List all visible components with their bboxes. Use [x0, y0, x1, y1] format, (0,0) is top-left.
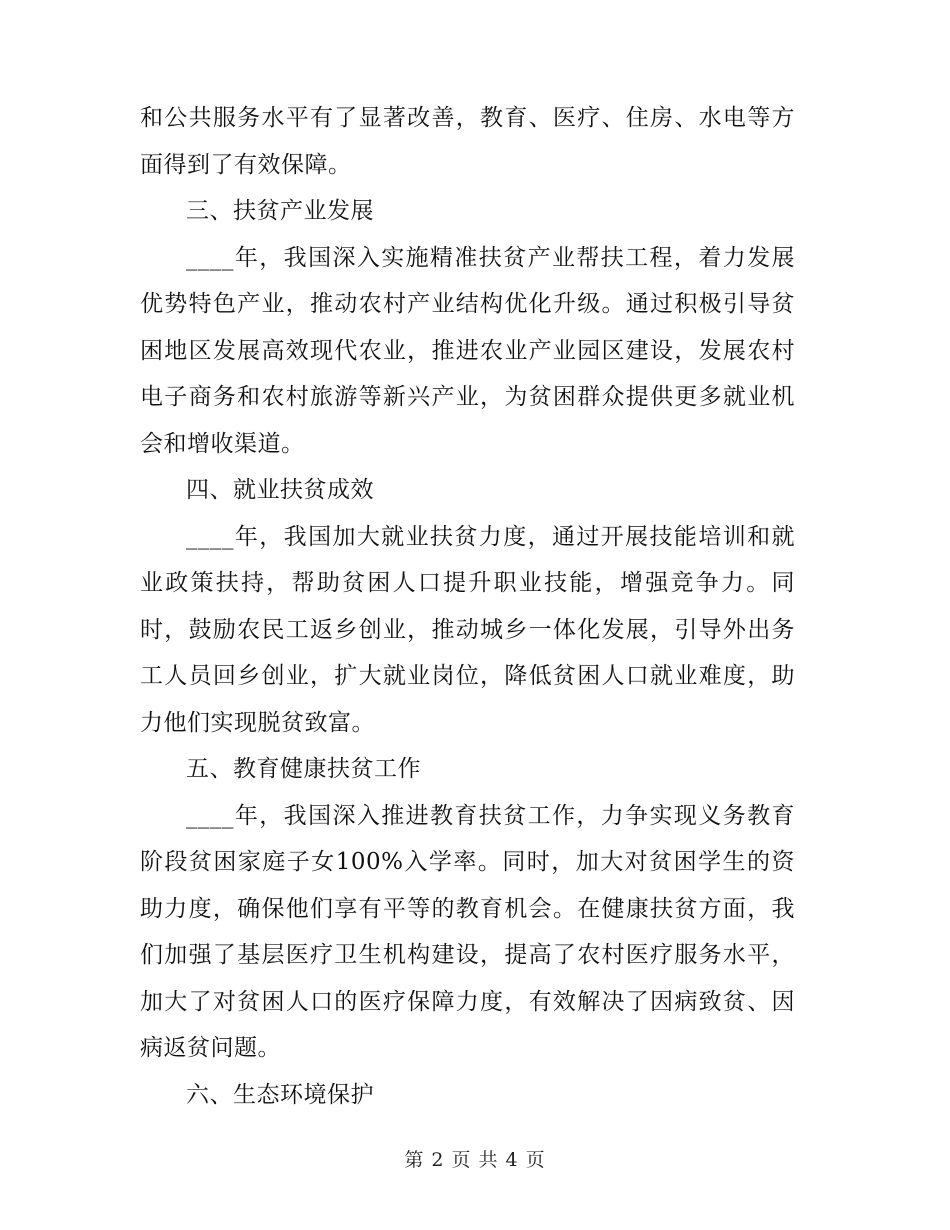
- paragraph-industry: ____年，我国深入实施精准扶贫产业帮扶工程，着力发展优势特色产业，推动农村产业结构优化升级。通过积极引导贫困地区发展高效现代农业，推进农业产业园区建设，发展农村电子商务和农村旅游等新兴产业，为贫困群众提供更多就业机会和增收渠道。: [140, 244, 795, 457]
- section-heading-employment: 四、就业扶贫成效: [186, 477, 374, 503]
- paragraph-employment: ____年，我国加大就业扶贫力度，通过开展技能培训和就业政策扶持，帮助贫困人口提升职业技能，增强竞争力。同时，鼓励农民工返乡创业，推动城乡一体化发展，引导外出务工人员回乡创业，扩大就业岗位，降低贫困人口就业难度，助力他们实现脱贫致富。: [140, 523, 795, 736]
- paragraph-continuation: 和公共服务水平有了显著改善，教育、医疗、住房、水电等方面得到了有效保障。: [140, 105, 795, 178]
- page-number-footer: 第 2 页 共 4 页: [404, 1149, 546, 1171]
- section-heading-industry: 三、扶贫产业发展: [186, 198, 374, 224]
- document-body: [140, 95, 795, 1118]
- section-heading-ecology: 六、生态环境保护: [186, 1081, 374, 1108]
- paragraph-education-health: ____年，我国深入推进教育扶贫工作，力争实现义务教育阶段贫困家庭子女100%入学率。同时，加大对贫困学生的资助力度，确保他们享有平等的教育机会。在健康扶贫方面，我们加强了基层医疗卫生机构建设，提高了农村医疗服务水平，加大了对贫困人口的医疗保障力度，有效解决了因病致贫、因病返贫问题。: [140, 802, 795, 1061]
- section-heading-education-health: 五、教育健康扶贫工作: [186, 756, 421, 782]
